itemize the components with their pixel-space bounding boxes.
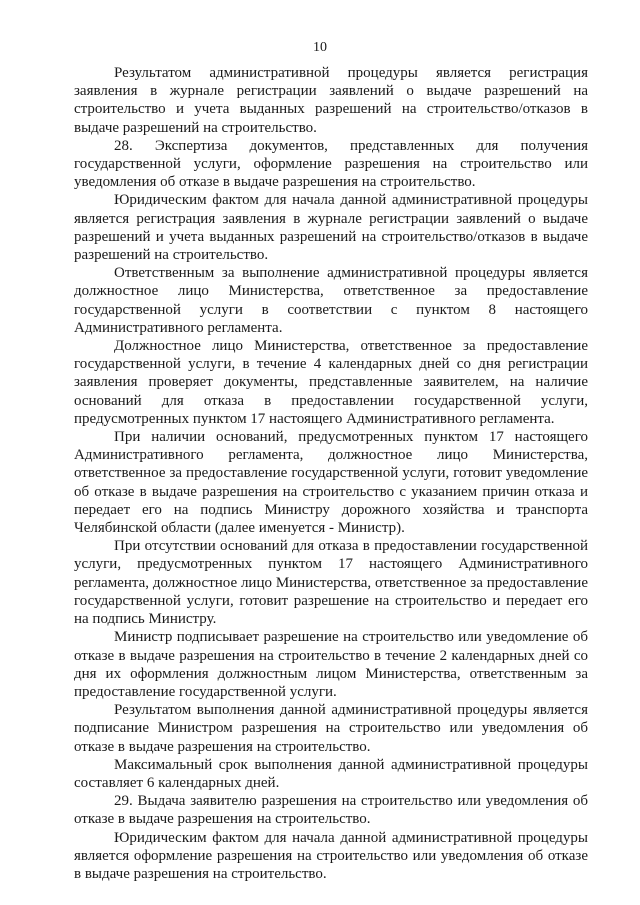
paragraph-4: Ответственным за выполнение административной процедуры является должностное лицо Министерства, ответственное за предоставление государственной услуги в соответствии с пунктом 8 настоящего Административного регламента. <box>74 265 588 336</box>
paragraph-12: Юридическим фактом для начала данной административной процедуры является оформление разрешения на строительство или уведомления об отказе в выдаче разрешения на строительство. <box>74 829 588 882</box>
paragraph-5: Должностное лицо Министерства, ответственное за предоставление государственной услуги, в течение 4 календарных дней со дня регистрации заявления проверяет документы, представленные заявителем, на наличие оснований для отказа в предоставлении государственной услуги, предусмотренных пунктом 17 настоящего Административного регламента. <box>74 338 588 427</box>
paragraph-9: Результатом выполнения данной административной процедуры является подписание Министром разрешения на строительство или уведомления об отказе в выдаче разрешения на строительство. <box>74 702 588 755</box>
paragraph-10: Максимальный срок выполнения данной административной процедуры составляет 6 календарных дней. <box>74 756 588 791</box>
document-body <box>74 64 588 883</box>
paragraph-1: Результатом административной процедуры является регистрация заявления в журнале регистрации заявлений о выдаче разрешений на строительство и учета выданных разрешений на строительство/отказов в выдаче разрешений на строительство. <box>74 65 588 136</box>
paragraph-6: При наличии оснований, предусмотренных пунктом 17 настоящего Административного регламента, должностное лицо Министерства, ответственное за предоставление государственной услуги, готовит уведомление об отказе в выдаче разрешения на строительство с указанием причин отказа и передает его на подпись Министру дорожного хозяйства и транспорта Челябинской области (далее именуется - Министр). <box>74 429 588 537</box>
paragraph-7: При отсутствии оснований для отказа в предоставлении государственной услуги, предусмотренных пунктом 17 настоящего Административного регламента, должностное лицо Министерства, ответственное за предоставление государственной услуги, готовит разрешение на строительство и передает его на подпись Министру. <box>74 538 588 628</box>
page-number: 10 <box>313 40 327 55</box>
paragraph-11: 29. Выдача заявителю разрешения на строительство или уведомления об отказе в выдаче разрешения на строительство. <box>74 793 588 828</box>
paragraph-3: Юридическим фактом для начала данной административной процедуры является регистрация заявления в журнале регистрации заявлений о выдаче разрешений и учета выданных разрешений на строительство/отказов в выдаче разрешений на строительство. <box>74 192 588 264</box>
paragraph-2: 28. Экспертиза документов, представленных для получения государственной услуги, оформление разрешения на строительство или уведомления об отказе в выдаче разрешения на строительство. <box>74 137 588 191</box>
paragraph-8: Министр подписывает разрешение на строительство или уведомление об отказе в выдаче разрешения на строительство в течение 2 календарных дней со дня их оформления должностным лицом Министерства, ответственным за предоставление государственной услуги. <box>74 629 588 700</box>
